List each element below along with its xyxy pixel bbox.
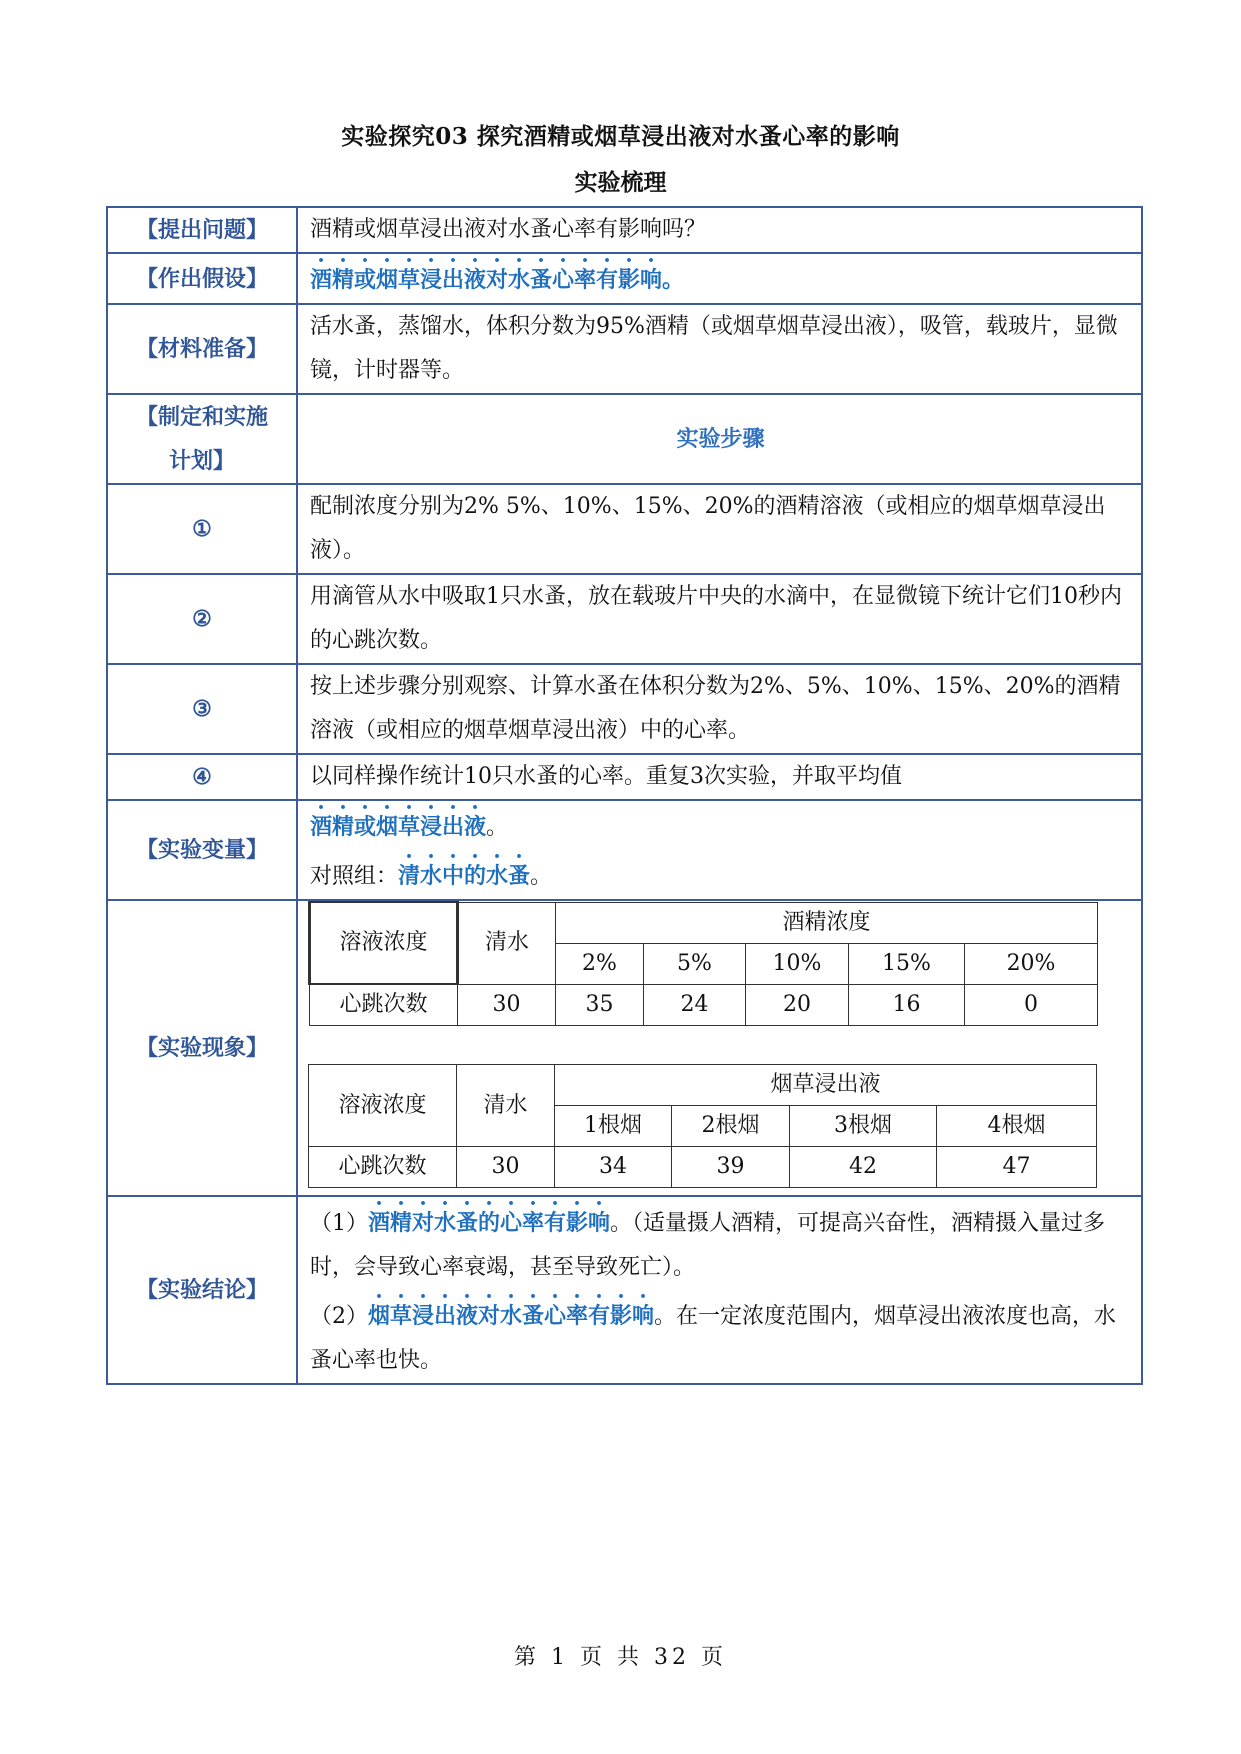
conclusion-prefix: （1） — [310, 1211, 368, 1236]
value-cell: 0 — [965, 984, 1098, 1026]
plan-label — [107, 394, 297, 484]
punct: 。 — [486, 815, 509, 840]
variable-content — [297, 800, 1142, 900]
step-number: ② — [107, 574, 297, 664]
phenomenon-content — [297, 900, 1142, 1196]
plan-label-line2: 计划】 — [168, 448, 235, 474]
step-number: ④ — [107, 754, 297, 800]
group-header: 酒精浓度 — [556, 902, 1098, 943]
conclusion-1 — [310, 1197, 1131, 1290]
hypothesis-label: 【作出假设】 — [107, 253, 297, 304]
question-text: 酒精或烟草浸出液对水蚤心率有影响吗？ — [297, 207, 1142, 253]
value-cell: 35 — [556, 984, 644, 1026]
hypothesis-text: 酒精或烟草浸出液对水蚤心率有影响。 — [310, 267, 685, 293]
value-cell: 34 — [555, 1147, 672, 1188]
conclusion-content — [297, 1196, 1142, 1384]
conclusion-key: 酒精对水蚤的心率有影响 — [368, 1210, 611, 1236]
level-cell: 20% — [965, 943, 1098, 984]
level-cell: 15% — [849, 943, 965, 984]
row-label: 心跳次数 — [309, 1147, 457, 1188]
step-text: 用滴管从水中吸取1只水蚤，放在载玻片中央的水滴中，在显微镜下统计它们10秒内的心跳次数。 — [297, 574, 1142, 664]
tobacco-table — [308, 1064, 1097, 1188]
page-footer: 第 1 页 共 32 页 — [514, 1645, 727, 1670]
conclusion-2 — [310, 1290, 1131, 1383]
materials-label: 【材料准备】 — [107, 304, 297, 394]
page-subtitle: 实验梳理 — [574, 169, 667, 196]
control-value: 30 — [457, 1147, 555, 1188]
step-text: 以同样操作统计10只水蚤的心率。重复3次实验，并取平均值 — [297, 754, 1142, 800]
variable-label: 【实验变量】 — [107, 800, 297, 900]
value-cell: 39 — [672, 1147, 790, 1188]
materials-text: 活水蚤，蒸馏水，体积分数为95%酒精（或烟草烟草浸出液），吸管，载玻片，显微镜，计时器等。 — [297, 304, 1142, 394]
conclusion-key: 烟草浸出液对水蚤心率有影响 — [368, 1303, 655, 1329]
variable-independent: 酒精或烟草浸出液 — [310, 814, 487, 840]
page-title: 实验探究03 探究酒精或烟草浸出液对水蚤心率的影响 — [341, 123, 900, 150]
conclusion-rest: 。（适量摄人酒精，可提高兴奋性，酒精摄入量过多时，会导致心率衰竭，甚至导致死亡）。 — [310, 1211, 1106, 1280]
control-header: 清水 — [458, 902, 556, 984]
level-cell: 5% — [644, 943, 746, 984]
conclusion-rest: 。在一定浓度范围内，烟草浸出液浓度也高，水蚤心率也快。 — [310, 1304, 1117, 1373]
plan-heading: 实验步骤 — [297, 394, 1142, 484]
value-cell: 47 — [937, 1147, 1097, 1188]
value-cell: 20 — [746, 984, 849, 1026]
phenomenon-label: 【实验现象】 — [107, 900, 297, 1196]
alcohol-table — [308, 901, 1098, 1026]
conclusion-prefix: （2） — [310, 1304, 368, 1329]
level-cell: 10% — [746, 943, 849, 984]
step-number: ① — [107, 484, 297, 574]
value-cell: 16 — [849, 984, 965, 1026]
experiment-table — [106, 206, 1143, 1385]
control-group: 清水中的水蚤 — [398, 863, 531, 889]
question-label: 【提出问题】 — [107, 207, 297, 253]
step-number: ③ — [107, 664, 297, 754]
group-header: 烟草浸出液 — [555, 1065, 1097, 1106]
control-value: 30 — [458, 984, 556, 1026]
col-label: 溶液浓度 — [310, 902, 458, 984]
level-cell: 3根烟 — [790, 1106, 937, 1147]
conclusion-label: 【实验结论】 — [107, 1196, 297, 1384]
value-cell: 24 — [644, 984, 746, 1026]
row-label: 心跳次数 — [310, 984, 458, 1026]
punct: 。 — [530, 864, 553, 889]
value-cell: 42 — [790, 1147, 937, 1188]
level-cell: 2% — [556, 943, 644, 984]
col-label: 溶液浓度 — [309, 1065, 457, 1147]
step-text: 按上述步骤分别观察、计算水蚤在体积分数为2%、5%、10%、15%、20%的酒精溶液（或相应的烟草烟草浸出液）中的心率。 — [297, 664, 1142, 754]
step-text: 配制浓度分别为2% 5%、10%、15%、20%的酒精溶液（或相应的烟草烟草浸出液）。 — [297, 484, 1142, 574]
level-cell: 4根烟 — [937, 1106, 1097, 1147]
level-cell: 1根烟 — [555, 1106, 672, 1147]
control-header: 清水 — [457, 1065, 555, 1147]
plan-label-line1: 【制定和实施 — [135, 404, 268, 430]
level-cell: 2根烟 — [672, 1106, 790, 1147]
control-prefix: 对照组： — [310, 864, 399, 889]
